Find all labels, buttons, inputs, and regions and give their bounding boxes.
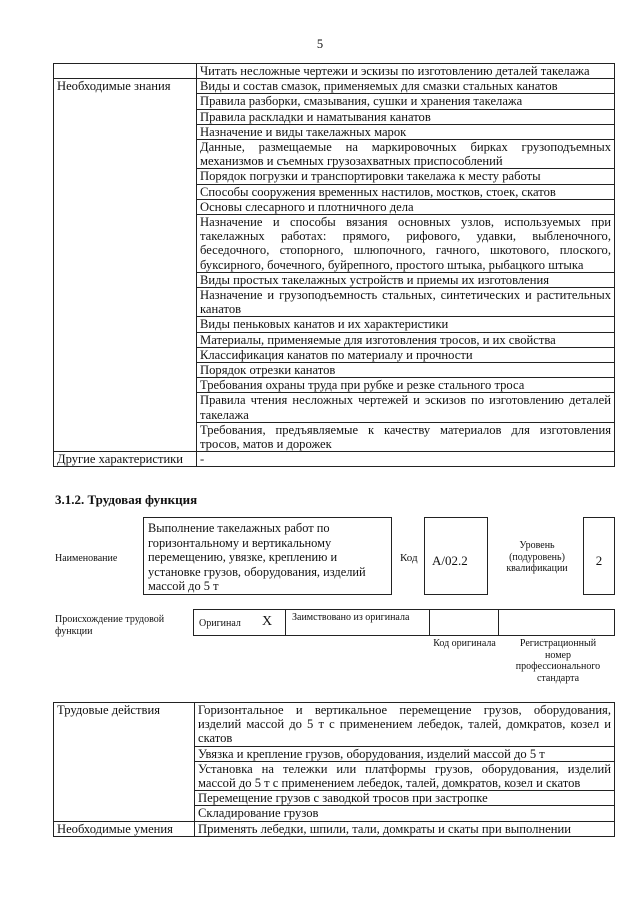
table-row — [54, 64, 615, 79]
original-label: Оригинал — [199, 618, 241, 629]
code-caption: Код оригинала — [433, 638, 496, 649]
other-label: Другие характеристики — [54, 452, 197, 467]
original-mark: X — [262, 614, 273, 629]
table-cell: Применять лебедки, шпили, тали, домкраты и скаты при выполнении — [195, 821, 615, 836]
table-cell: Виды пеньковых канатов и их характеристики — [197, 317, 615, 332]
table-row — [54, 821, 615, 836]
table-cell: Классификация канатов по материалу и прочности — [197, 347, 615, 362]
table-cell: Правила чтения несложных чертежей и эскизов по изготовлению деталей такелажа — [197, 393, 615, 422]
table-cell: Данные, размещаемые на маркировочных бирках грузоподъемных механизмов и съемных грузозахватных приспособлений — [197, 140, 615, 169]
divider — [498, 609, 499, 636]
table-row — [54, 452, 615, 467]
table-cell: Назначение и способы вязания основных узлов, используемых при такелажных работах: прямого, рифового, удавки, выбленочного, беседочного, стопорного, шлюпочного, гачного, шкотового, плоского, буксирного, бочечного, буйрепного, простого штыка, рыбацкого штыка — [197, 215, 615, 273]
name-label: Наименование — [55, 553, 118, 564]
table-cell: Виды простых такелажных устройств и приемы их изготовления — [197, 272, 615, 287]
table-cell: Порядок погрузки и транспортировки такелажа к месту работы — [197, 169, 615, 184]
section-heading: 3.1.2. Трудовая функция — [55, 492, 198, 507]
knowledge-label: Необходимые знания — [54, 79, 197, 452]
table-cell: Требования охраны труда при рубке и резке стального троса — [197, 378, 615, 393]
table-cell: Правила разборки, смазывания, сушки и хранения такелажа — [197, 94, 615, 109]
table-cell: Основы слесарного и плотничного дела — [197, 199, 615, 214]
function-name-box: Выполнение такелажных работ по горизонтальному и вертикальному перемещению, увязке, креплению и установке грузов, оборудования, изделий массой до 5 т — [143, 517, 392, 595]
knowledge-table — [53, 63, 615, 467]
table-cell: Читать несложные чертежи и эскизы по изготовлению деталей такелажа — [197, 64, 615, 79]
table-cell: Правила раскладки и наматывания канатов — [197, 109, 615, 124]
borrowed-label: Заимствовано из оригинала — [292, 612, 410, 623]
table-cell: Складирование грузов — [195, 806, 615, 821]
other-value: - — [197, 452, 615, 467]
table-cell: Назначение и виды такелажных марок — [197, 124, 615, 139]
table-row — [54, 703, 615, 747]
divider — [429, 609, 430, 636]
divider — [285, 609, 286, 636]
level-label: Уровень (подуровень) квалификации — [506, 540, 568, 574]
table-cell: Способы сооружения временных настилов, мостков, стоек, скатов — [197, 184, 615, 199]
table-cell: Требования, предъявляемые к качеству материалов для изготовления тросов, матов и дорожек — [197, 422, 615, 451]
table-cell: Назначение и грузоподъемность стальных, синтетических и растительных канатов — [197, 288, 615, 317]
table-row — [54, 79, 615, 94]
table-cell: Установка на тележки или платформы грузов, оборудования, изделий массой до 5 т с применением лебедок, талей, домкратов, козел и скатов — [195, 761, 615, 790]
skills-label: Необходимые умения — [54, 821, 195, 836]
empty-cell — [54, 64, 197, 79]
table-cell: Материалы, применяемые для изготовления тросов, и их свойства — [197, 332, 615, 347]
reg-caption: Регистрационный номер профессионального стандарта — [515, 638, 601, 684]
code-label: Код — [400, 552, 418, 564]
origin-label: Происхождение трудовой функции — [55, 614, 165, 637]
code-box: A/02.2 — [424, 517, 488, 595]
table-cell: Горизонтальное и вертикальное перемещение грузов, оборудования, изделий массой до 5 т с применением лебедок, талей, домкратов, козел и скатов — [195, 703, 615, 747]
table-cell: Перемещение грузов с заводкой тросов при застропке — [195, 791, 615, 806]
level-box: 2 — [583, 517, 615, 595]
page-number: 5 — [316, 37, 324, 51]
actions-label: Трудовые действия — [54, 703, 195, 822]
table-cell: Виды и состав смазок, применяемых для смазки стальных канатов — [197, 79, 615, 94]
table-cell: Порядок отрезки канатов — [197, 363, 615, 378]
table-cell: Увязка и крепление грузов, оборудования, изделий массой до 5 т — [195, 746, 615, 761]
actions-table — [53, 702, 615, 837]
